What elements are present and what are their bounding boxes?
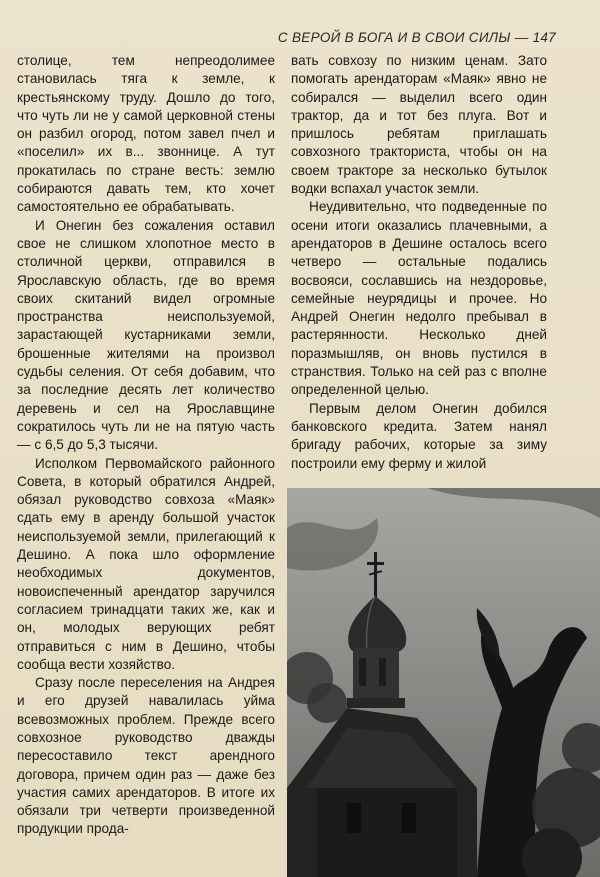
header-dash: — — [514, 30, 529, 45]
paragraph: Исполком Первомайского районного Совета, в который обратился Андрей, обязал руководство совхоза «Маяк» сдать ему в аренду большой участок неиспользуемой земли, прилегающий к Дешино. А пока шло оформление необходимых документов, новоиспеченный арендатор заручился согласием тринадцати таких же, как и он, молодых верующих ребят отправиться с ним в Дешино, чтобы сообща вести хозяйство. — [17, 455, 275, 672]
left-column — [17, 52, 275, 839]
right-column — [291, 52, 547, 473]
page-number: 147 — [532, 30, 556, 45]
paragraph: столице, тем непреодолимее становилась тяга к земле, к крестьянскому труду. Дошло до того, что чуть ли не у самой церковной стены он разбил огород, потом завел пчел и «поселил» их в... звоннице. А тут прокатилась по стране весть: землю собираются давать тем, кто хочет самостоятельно ее обрабатывать. — [17, 53, 275, 215]
paragraph: Неудивительно, что подведенные по осени итоги оказались плачевными, а арендаторов в Дешине осталось всего четверо — остальные подались восвояси, сославшись на нездоровье, семейные неурядицы и прочее. Но Андрей Онегин недолго пребывал в растерянности. Несколько дней поразмышляв, он вновь пустился в странствия. Только на сей раз с вполне определенной целью. — [291, 199, 547, 398]
header-title: С ВЕРОЙ В БОГА И В СВОИ СИЛЫ — [277, 30, 511, 45]
paragraph: И Онегин без сожаления оставил свое не слишком хлопотное место в столичной церкви, отправился в Ярославскую область, где во время своих скитаний видел огромные пространства неиспользуемой, зарастающей кустарниками земли, брошенные жителями на произвол судьбы селения. От себя добавим, что за последние десять лет количество деревень и сел на Ярославщине сократилось чуть ли не на пятую часть — с 6,5 до 5,3 тысячи. — [17, 217, 275, 453]
church-dome-photo-icon — [287, 488, 600, 877]
running-header — [278, 30, 556, 45]
paragraph: Первым делом Онегин добился банковского кредита. Затем нанял бригаду рабочих, которые за зиму построили ему ферму и жилой — [291, 400, 547, 471]
paragraph: вать совхозу по низким ценам. Зато помогать арендаторам «Маяк» явно не собирался — выделил всего один трактор, да и тот без плуга. Вот и пришлось ребятам приглашать совхозного тракториста, чтобы он на своем тракторе за несколько бутылок водки вспахал участок земли. — [291, 53, 547, 197]
paragraph: Сразу после переселения на Андрея и его друзей навалилась уйма всевозможных проблем. Прежде всего совхозное руководство дважды пересоставило текст арендного договора, причем один раз — даже без участия самих арендаторов. В итоге их обязали три четверти произведенной продукции прода- — [17, 675, 275, 837]
church-photo — [287, 488, 600, 877]
